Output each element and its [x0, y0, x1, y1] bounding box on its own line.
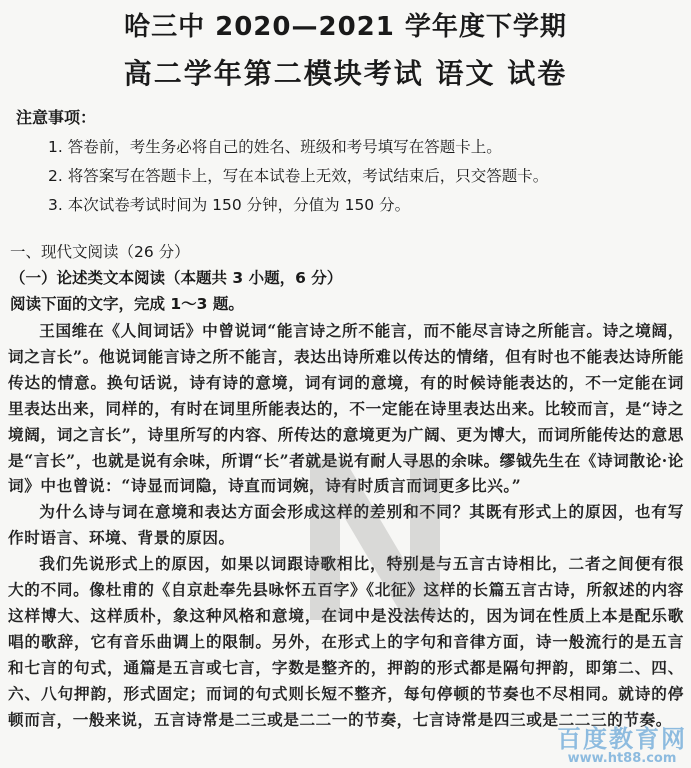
watermark-logo	[557, 727, 687, 766]
passage-paragraph: 王国维在《人间词话》中曾说词“能言诗之所不能言，而不能尽言诗之所能言。诗之境阔，词之言长”。他说词能言诗之所不能言，表达出诗所难以传达的情绪，但有时也不能表达诗所能传达的情意。换句话说，诗有诗的意境，词有词的意境，有的时候诗能表达的，不一定能在词里表达出来，同样的，有时在词里所能表达的，不一定能在诗里表达出来。比较而言，是“诗之境阔，词之言长”，诗里所写的内容、所传达的意境更为广阔、更为博大，而词所能传达的意思是“言长”，也就是说有余味，所谓“长”者就是说有耐人寻思的余味。缪钺先生在《诗词散论·论词》中也曾说：“诗显而词隐，诗直而词婉，诗有时质言而词更多比兴。”	[8, 321, 684, 496]
section-instruction: 阅读下面的文字，完成 1～3 题。	[10, 295, 244, 313]
watermark-logo-url: www.ht88.com	[567, 751, 677, 767]
passage-paragraph: 我们先说形式上的原因，如果以词跟诗歌相比，特别是与五言古诗相比，二者之间便有很大的不同。像杜甫的《自京赴奉先县咏怀五百字》《北征》这样的长篇五言古诗，所叙述的内容这样博大、这样质朴，象这种风格和意境，在词中是没法传达的，因为词在性质上本是配乐歌唱的歌辞，它有音乐曲调上的限制。另外，在形式上的字句和音律方面，诗一般流行的是五言和七言的句式，通篇是五言或七言，字数是整齐的，押韵的形式都是隔句押韵，即第二、四、六、八句押韵，形式固定；而词的句式则长短不整齐，每句停顿的节奏也不尽相同。就诗的停顿而言，一般来说，五言诗常是二三或是二二一的节奏，七言诗常是四三或是二二三的节奏。	[8, 554, 684, 729]
watermark-logo-text: 百度教育网	[557, 725, 687, 754]
passage-body	[8, 318, 684, 733]
notice-item: 1. 答卷前，考生务必将自己的姓名、班级和考号填写在答题卡上。	[48, 138, 502, 156]
notice-list	[48, 133, 548, 220]
notice-heading: 注意事项：	[16, 108, 97, 127]
notice-item: 2. 将答案写在答题卡上，写在本试卷上无效，考试结束后，只交答题卡。	[48, 167, 549, 185]
exam-title-line2: 高二学年第二模块考试 语文 试卷	[123, 57, 568, 90]
exam-title-line1: 哈三中 2020—2021 学年度下学期	[124, 12, 567, 42]
notice-item: 3. 本次试卷考试时间为 150 分钟，分值为 150 分。	[48, 196, 411, 214]
section-part-title: 一、现代文阅读（26 分）	[10, 243, 190, 261]
section-sub-title: （一）论述类文本阅读（本题共 3 小题，6 分）	[10, 269, 343, 287]
passage-paragraph: 为什么诗与词在意境和表达方面会形成这样的差别和不同？其既有形式上的原因，也有写作时语言、环境、背景的原因。	[8, 502, 684, 548]
